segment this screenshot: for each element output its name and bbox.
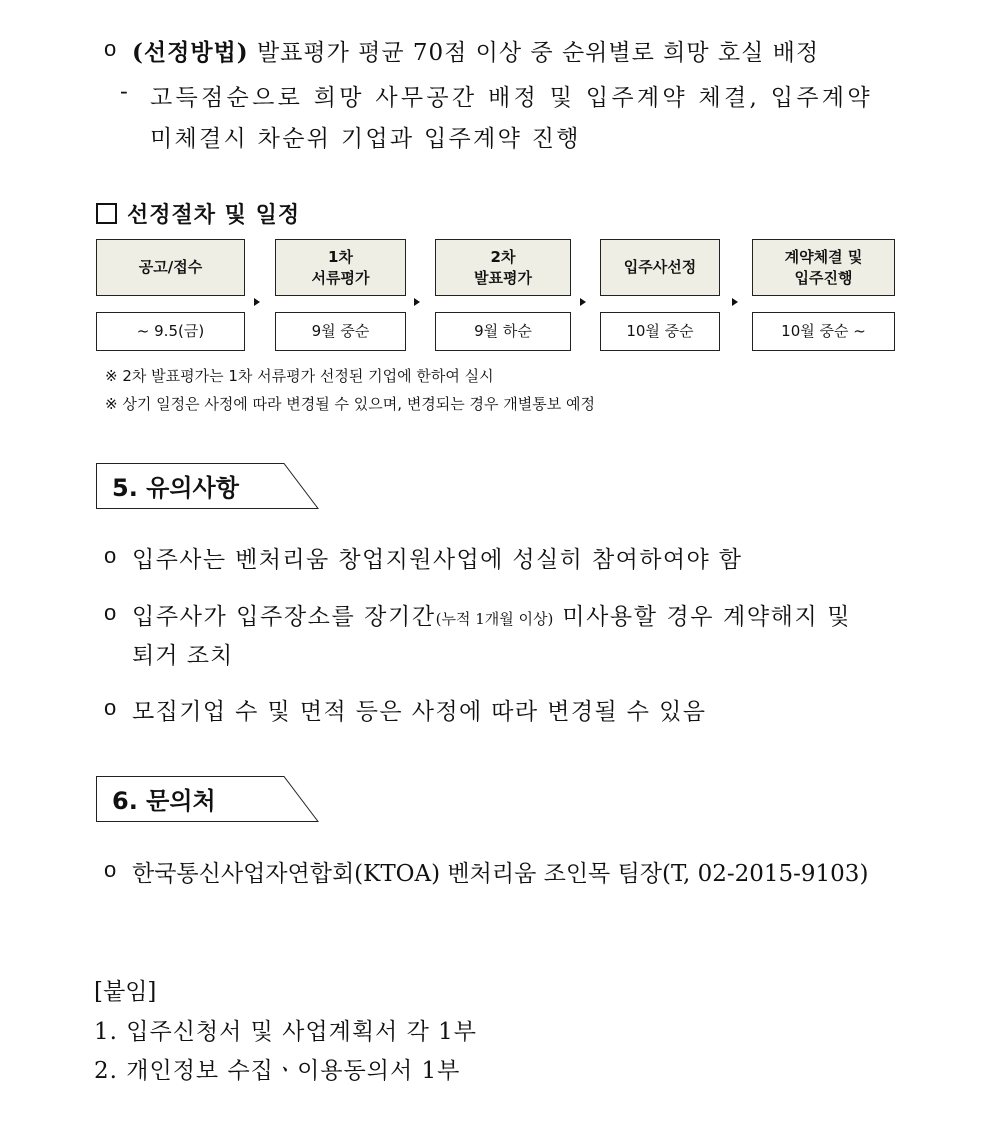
step-date: 9월 중순 (275, 312, 406, 351)
step-label: 공고/접수 (138, 258, 203, 277)
attachment-item: 2. 개인정보 수집ㆍ이용동의서 1부 (94, 1058, 461, 1084)
step-box-presentation-review (435, 239, 571, 296)
step-label: 서류평가 (311, 268, 370, 287)
checkbox-square-icon (96, 203, 117, 224)
section-6-title: 6. 문의처 (112, 787, 216, 815)
step-label: 입주진행 (794, 268, 853, 287)
section-5-title: 5. 유의사항 (112, 474, 239, 502)
step-date: 10월 중순 (600, 312, 720, 351)
notice-item (132, 598, 851, 631)
bullet: o (104, 36, 117, 61)
notice-text-small: (누적 1개월 이상) (435, 610, 554, 628)
procedure-heading (96, 198, 300, 229)
attachment-item: 1. 입주신청서 및 사업계획서 각 1부 (94, 1019, 477, 1045)
step-label: 입주사선정 (623, 258, 697, 277)
bullet: o (104, 695, 117, 720)
notice-text: 미사용할 경우 계약해지 및 (553, 604, 852, 630)
arrow-right-icon (732, 298, 738, 306)
step-date: 9월 하순 (435, 312, 571, 351)
step-box-document-review (275, 239, 406, 296)
step-label: 계약체결 및 (784, 248, 863, 267)
step-label: 2차 (490, 248, 516, 267)
step-box-contract (752, 239, 895, 296)
section-6-header (96, 776, 320, 822)
procedure-note: ※ 2차 발표평가는 1차 서류평가 선정된 기업에 한하여 실시 (105, 367, 494, 385)
procedure-heading-text: 선정절차 및 일정 (127, 202, 301, 228)
notice-item: 입주사는 벤처리움 창업지원사업에 성실히 참여하여야 함 (132, 547, 743, 573)
selection-method-label: (선정방법) (132, 39, 249, 66)
step-box-selection (600, 239, 720, 296)
step-date: 10월 중순 ~ (752, 312, 895, 351)
selection-method-text: 발표평가 평균 70점 이상 중 순위별로 희망 호실 배정 (248, 40, 820, 66)
step-date: ~ 9.5(금) (96, 312, 245, 351)
contact-info: 한국통신사업자연합회(KTOA) 벤처리움 조인목 팀장(T, 02-2015-9103) (132, 861, 869, 887)
section-5-header (96, 463, 320, 509)
bullet: o (104, 543, 117, 568)
step-label: 발표평가 (474, 268, 532, 287)
arrow-right-icon (580, 298, 586, 306)
step-box-announcement (96, 239, 245, 296)
procedure-note: ※ 상기 일정은 사정에 따라 변경될 수 있으며, 변경되는 경우 개별통보 예정 (105, 395, 595, 413)
notice-text: 입주사가 입주장소를 장기간 (132, 604, 436, 630)
selection-method-line (132, 34, 819, 67)
step-label: 1차 (328, 248, 353, 267)
bullet: o (104, 857, 117, 882)
notice-item: 모집기업 수 및 면적 등은 사정에 따라 변경될 수 있음 (132, 699, 707, 725)
arrow-right-icon (414, 298, 420, 306)
selection-method-sub-line2: 미체결시 차순위 기업과 입주계약 진행 (150, 126, 581, 152)
notice-item-line2: 퇴거 조치 (132, 643, 234, 669)
attachments-heading: [붙임] (94, 979, 157, 1005)
bullet: o (104, 600, 117, 625)
arrow-right-icon (254, 298, 260, 306)
selection-method-sub-line1: 고득점순으로 희망 사무공간 배정 및 입주계약 체결, 입주계약 (150, 85, 873, 111)
dash: - (120, 79, 129, 105)
